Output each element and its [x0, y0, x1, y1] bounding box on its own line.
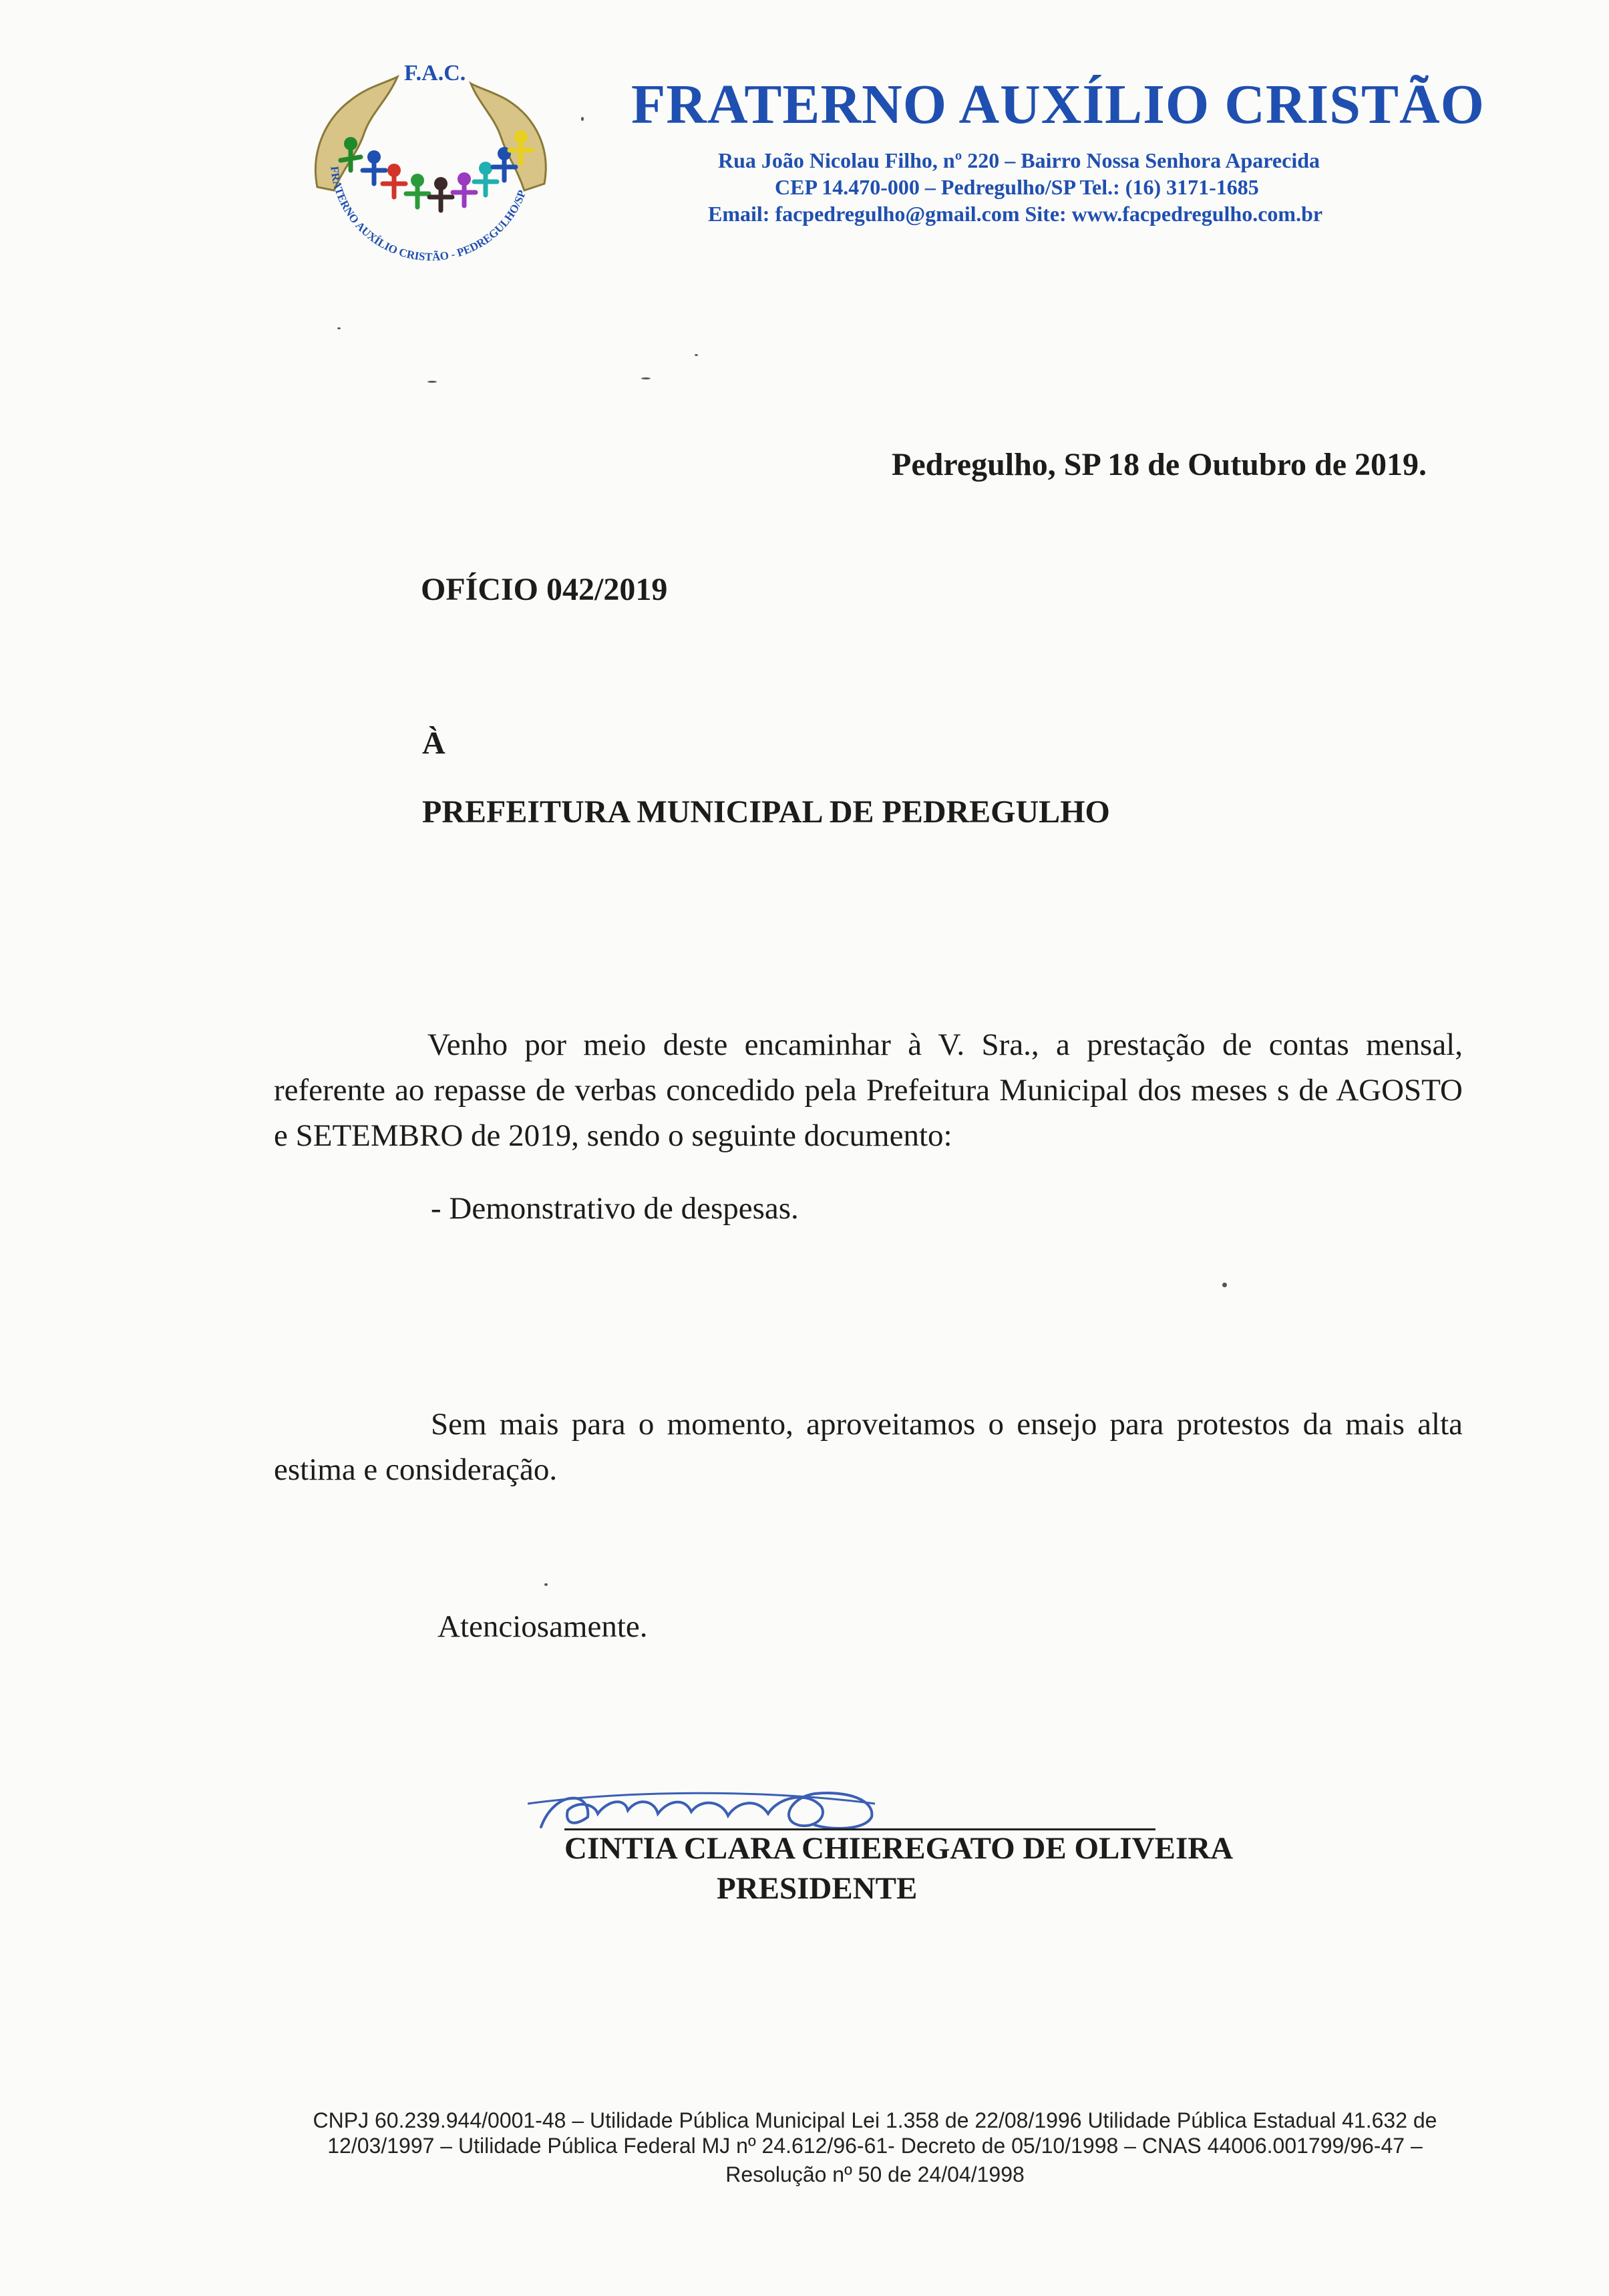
salutation: À	[422, 725, 445, 761]
scan-speck	[427, 381, 437, 383]
fac-logo	[304, 47, 564, 287]
handwritten-signature	[528, 1764, 955, 1837]
organization-name: FRATERNO AUXÍLIO CRISTÃO	[631, 73, 1485, 136]
scan-speck	[337, 327, 341, 329]
document-list-item: - Demonstrativo de despesas.	[431, 1191, 799, 1226]
scan-speck	[1222, 1283, 1227, 1287]
logo-ring-text: FRATERNO AUXÍLIO CRISTÃO - PEDREGULHO/SP	[328, 165, 529, 264]
signer-name: CINTIA CLARA CHIEREGATO DE OLIVEIRA	[564, 1831, 1234, 1866]
valediction: Atenciosamente.	[437, 1609, 648, 1644]
logo-text: F.A.C.	[404, 61, 466, 86]
recipient: PREFEITURA MUNICIPAL DE PEDREGULHO	[422, 794, 1110, 830]
footer-line: Resolução nº 50 de 24/04/1998	[725, 2162, 1025, 2186]
postal-phone-line: CEP 14.470-000 – Pedregulho/SP Tel.: (16) 3171-1685	[775, 175, 1259, 199]
letter-date: Pedregulho, SP 18 de Outubro de 2019.	[892, 447, 1427, 482]
scan-speck	[581, 117, 584, 121]
scan-speck	[544, 1583, 548, 1586]
address-line: Rua João Nicolau Filho, nº 220 – Bairro Nossa Senhora Aparecida	[718, 148, 1320, 172]
footer-line: 12/03/1997 – Utilidade Pública Federal MJ nº 24.612/96-61- Decreto de 05/10/1998 – CNAS 44006.001799/96-47 –	[327, 2134, 1423, 2158]
scan-speck	[641, 377, 651, 379]
email-site-line: Email: facpedregulho@gmail.com Site: www.facpedregulho.com.br	[708, 202, 1323, 226]
letter-reference: OFÍCIO 042/2019	[421, 572, 668, 607]
body-paragraph: Venho por meio deste encaminhar à V. Sra., a prestação de contas mensal, referente ao repasse de verbas concedido pela Prefeitura Municipal dos meses s de AGOSTO e SETEMBRO de 2019, sendo o seguinte documento:	[274, 1027, 1463, 1153]
closing-paragraph: Sem mais para o momento, aproveitamos o ensejo para protestos da mais alta estima e consideração.	[274, 1407, 1463, 1487]
scan-speck	[695, 354, 698, 356]
footer-line: CNPJ 60.239.944/0001-48 – Utilidade Pública Municipal Lei 1.358 de 22/08/1996 Utilidade Pública Estadual 41.632 de	[313, 2108, 1437, 2132]
signer-role: PRESIDENTE	[717, 1871, 918, 1906]
